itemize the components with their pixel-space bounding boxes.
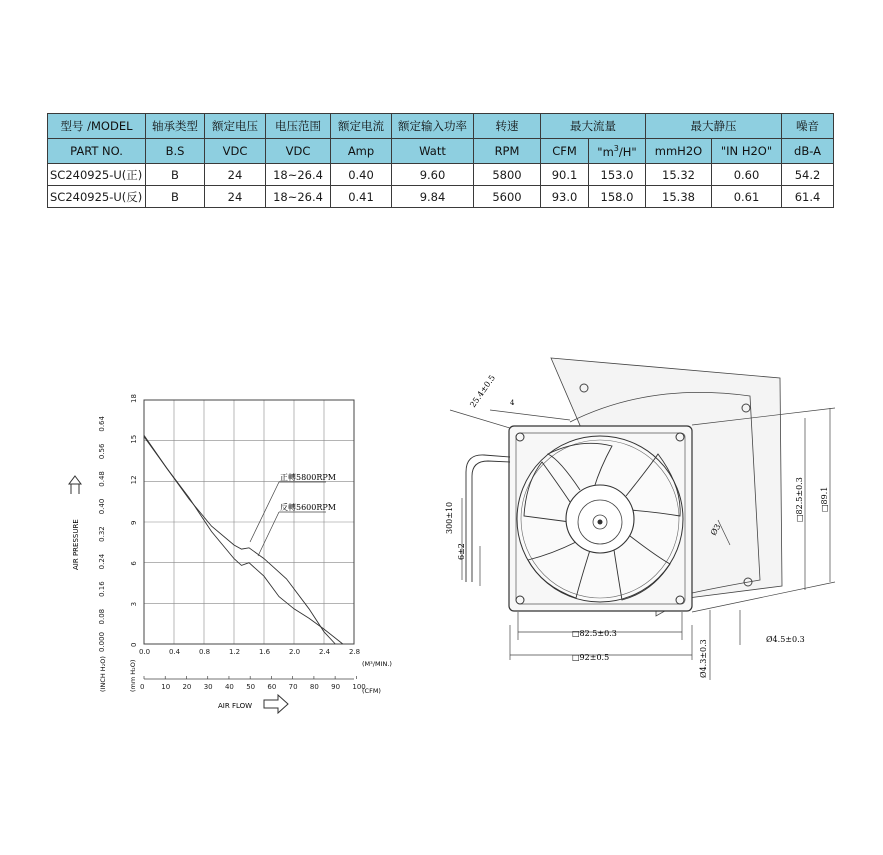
dim-82-5-horizontal: □82.5±0.3 bbox=[572, 629, 617, 638]
x-tick-label: 0.0 bbox=[139, 648, 151, 656]
y-tick-label-inch: 0.40 bbox=[98, 498, 106, 515]
y-tick-label-mm: 15 bbox=[130, 434, 138, 444]
x-tick-label: 2.4 bbox=[319, 648, 331, 656]
lead-wire bbox=[472, 461, 510, 582]
x-tick-label-cfm: 100 bbox=[352, 683, 366, 691]
dim-6: 6±2 bbox=[457, 543, 466, 560]
chart-grid bbox=[144, 400, 354, 644]
header-rated-current: 额定电流 bbox=[331, 114, 392, 139]
x-unit-bottom: (CFM) bbox=[362, 687, 381, 695]
y-unit-left: (INCH H₂O) bbox=[99, 656, 107, 692]
lead-wire bbox=[466, 455, 510, 582]
y-tick-label-mm: 12 bbox=[130, 475, 138, 485]
unit-m3h bbox=[589, 139, 646, 164]
unit-watt: Watt bbox=[392, 139, 474, 164]
y-tick-label-inch: 0.64 bbox=[98, 416, 106, 432]
cell-range: 18~26.4 bbox=[266, 164, 331, 186]
cell-power: 9.84 bbox=[392, 186, 474, 208]
y-tick-label-mm: 9 bbox=[130, 520, 138, 525]
cell-current: 0.40 bbox=[331, 164, 392, 186]
header-voltage-range: 电压范围 bbox=[266, 114, 331, 139]
y-tick-label-mm: 6 bbox=[130, 561, 138, 566]
header-model: 型号 /MODEL bbox=[48, 114, 146, 139]
series-label-5600: 反轉5600RPM bbox=[280, 503, 336, 512]
unit-mmh2o: mmH2O bbox=[646, 139, 712, 164]
x-tick-label-cfm: 80 bbox=[309, 683, 319, 691]
airflow-arrow-icon bbox=[264, 695, 288, 713]
y-tick-label-inch: 0.24 bbox=[98, 553, 106, 570]
dim-25-4: 25.4±0.5 bbox=[468, 373, 498, 410]
table-row bbox=[48, 186, 834, 208]
series-label-5800: 正轉5800RPM bbox=[280, 473, 336, 482]
unit-part-no: PART NO. bbox=[48, 139, 146, 164]
cell-m3h: 158.0 bbox=[589, 186, 646, 208]
x-tick-label: 2.8 bbox=[349, 648, 361, 656]
leader-5800 bbox=[250, 482, 279, 542]
y-tick-label-inch: 0.000 bbox=[98, 631, 106, 652]
y-tick-label-inch: 0.48 bbox=[98, 471, 106, 487]
series-line-5800rpm bbox=[144, 437, 335, 644]
cell-rpm: 5600 bbox=[474, 186, 541, 208]
y-tick-label-inch: 0.56 bbox=[98, 443, 106, 460]
cell-voltage: 24 bbox=[205, 164, 266, 186]
cell-power: 9.60 bbox=[392, 164, 474, 186]
dim-92: □92±0.5 bbox=[572, 653, 610, 662]
x-tick-label: 0.4 bbox=[169, 648, 181, 656]
unit-dba: dB-A bbox=[782, 139, 834, 164]
unit-vdc: VDC bbox=[205, 139, 266, 164]
unit-m3h-sup: 3 bbox=[613, 143, 619, 153]
cell-cfm: 90.1 bbox=[541, 164, 589, 186]
cell-model: SC240925-U(反) bbox=[48, 186, 146, 208]
dim-4-5: Ø4.5±0.3 bbox=[766, 635, 805, 644]
y-tick-label-inch: 0.08 bbox=[98, 608, 106, 625]
x-tick-label-cfm: 90 bbox=[331, 683, 341, 691]
unit-m3h-open: "m bbox=[597, 144, 614, 159]
cell-mmh2o: 15.32 bbox=[646, 164, 712, 186]
x-tick-label-cfm: 20 bbox=[182, 683, 192, 691]
header-rated-voltage: 额定电压 bbox=[205, 114, 266, 139]
header-speed: 转速 bbox=[474, 114, 541, 139]
cell-inh2o: 0.61 bbox=[712, 186, 782, 208]
cell-cfm: 93.0 bbox=[541, 186, 589, 208]
x-tick-label: 1.6 bbox=[259, 648, 271, 656]
x-axis-title: AIR FLOW bbox=[218, 702, 253, 710]
y-unit-right: (mm H₂O) bbox=[129, 659, 137, 692]
dim-4-3: Ø4.3±0.3 bbox=[699, 639, 708, 678]
chart-ticks bbox=[98, 394, 366, 691]
cell-bearing: B bbox=[146, 164, 205, 186]
y-tick-label-mm: 0 bbox=[130, 642, 138, 647]
unit-rpm: RPM bbox=[474, 139, 541, 164]
y-tick-label-inch: 0.32 bbox=[98, 526, 106, 542]
dim-hole: Ø3 bbox=[708, 522, 723, 537]
unit-m3h-close: /H" bbox=[618, 144, 637, 159]
header-rated-power: 额定输入功率 bbox=[392, 114, 474, 139]
x-tick-label: 0.8 bbox=[199, 648, 211, 656]
x-tick-label: 2.0 bbox=[289, 648, 301, 656]
fan-drawing bbox=[430, 350, 850, 690]
y-tick-label-mm: 3 bbox=[130, 601, 138, 607]
unit-cfm: CFM bbox=[541, 139, 589, 164]
cell-bearing: B bbox=[146, 186, 205, 208]
unit-vdc-range: VDC bbox=[266, 139, 331, 164]
header-bearing: 轴承类型 bbox=[146, 114, 205, 139]
dim-82-5-vertical: □82.5±0.3 bbox=[795, 477, 804, 522]
fan-shaft bbox=[598, 520, 603, 525]
x-tick-label-cfm: 30 bbox=[203, 683, 213, 691]
unit-bearing: B.S bbox=[146, 139, 205, 164]
x-tick-label-cfm: 40 bbox=[224, 683, 234, 691]
dim-4: 4 bbox=[510, 399, 515, 407]
header-row-1 bbox=[48, 114, 834, 139]
dim-300: 300±10 bbox=[445, 501, 454, 534]
cell-dba: 61.4 bbox=[782, 186, 834, 208]
header-row-2 bbox=[48, 139, 834, 164]
y-tick-label-inch: 0.16 bbox=[98, 581, 106, 597]
x-tick-label-cfm: 50 bbox=[246, 683, 256, 691]
cell-inh2o: 0.60 bbox=[712, 164, 782, 186]
header-max-airflow: 最大流量 bbox=[541, 114, 646, 139]
cell-model: SC240925-U(正) bbox=[48, 164, 146, 186]
x-tick-label-cfm: 60 bbox=[267, 683, 277, 691]
cell-voltage: 24 bbox=[205, 186, 266, 208]
x-tick-label-cfm: 10 bbox=[161, 683, 171, 691]
y-tick-label-mm: 18 bbox=[130, 394, 138, 403]
fan-hub bbox=[566, 485, 634, 553]
pq-curve-chart bbox=[60, 390, 420, 720]
header-max-pressure: 最大静压 bbox=[646, 114, 782, 139]
unit-amp: Amp bbox=[331, 139, 392, 164]
dim-89-1: □89.1 bbox=[820, 486, 829, 512]
unit-inh2o: "IN H2O" bbox=[712, 139, 782, 164]
x-unit-top: (M³/MIN.) bbox=[362, 660, 392, 668]
table-row bbox=[48, 164, 834, 186]
x-tick-label-cfm: 0 bbox=[140, 683, 145, 691]
x-tick-label: 1.2 bbox=[229, 648, 241, 656]
cell-rpm: 5800 bbox=[474, 164, 541, 186]
cell-m3h: 153.0 bbox=[589, 164, 646, 186]
x-tick-label-cfm: 70 bbox=[288, 683, 298, 691]
y-axis-title: AIR PRESSURE bbox=[72, 519, 80, 570]
cell-mmh2o: 15.38 bbox=[646, 186, 712, 208]
pressure-arrow-icon bbox=[69, 476, 81, 494]
spec-table bbox=[47, 113, 834, 208]
cell-dba: 54.2 bbox=[782, 164, 834, 186]
header-noise: 噪音 bbox=[782, 114, 834, 139]
cell-current: 0.41 bbox=[331, 186, 392, 208]
cell-range: 18~26.4 bbox=[266, 186, 331, 208]
